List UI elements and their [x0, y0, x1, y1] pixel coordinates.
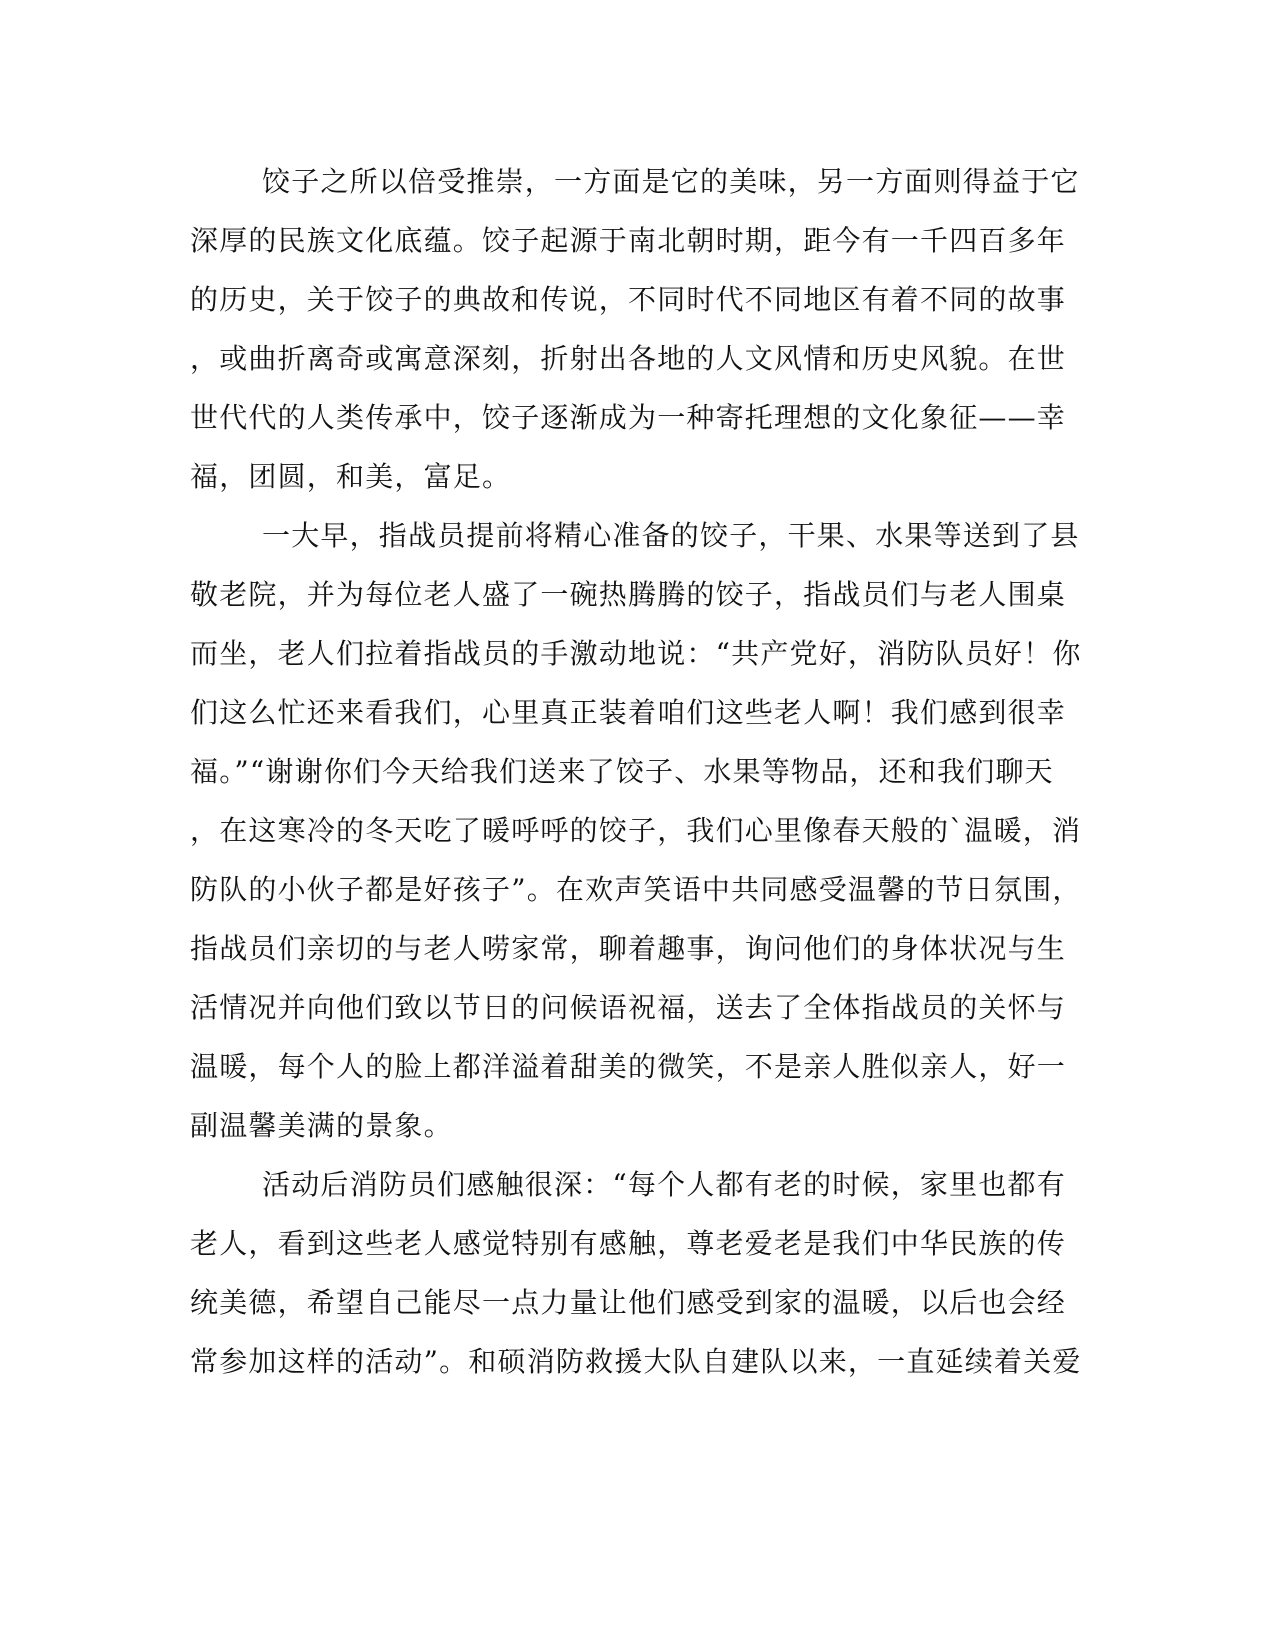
text-line: 指战员们亲切的与老人唠家常，聊着趣事，询问他们的身体状况与生: [190, 932, 1067, 965]
text-line: 世代代的人类传承中，饺子逐渐成为一种寄托理想的文化象征——幸: [190, 401, 1067, 434]
text-line: 福。”“谢谢你们今天给我们送来了饺子、水果等物品，还和我们聊天: [190, 755, 1054, 788]
text-line: 饺子之所以倍受推崇，一方面是它的美味，另一方面则得益于它: [262, 165, 1080, 198]
text-line: 的历史，关于饺子的典故和传说，不同时代不同地区有着不同的故事: [190, 283, 1067, 316]
text-line: ，或曲折离奇或寓意深刻，折射出各地的人文风情和历史风貌。在世: [190, 342, 1067, 375]
text-line: 活情况并向他们致以节日的问候语祝福，送去了全体指战员的关怀与: [190, 991, 1067, 1024]
text-line: 深厚的民族文化底蕴。饺子起源于南北朝时期，距今有一千四百多年: [190, 224, 1067, 257]
text-line: 福，团圆，和美，富足。: [190, 460, 512, 493]
text-line: 常参加这样的活动”。和硕消防救援大队自建队以来，一直延续着关爱: [190, 1345, 1082, 1378]
text-line: 一大早，指战员提前将精心准备的饺子，干果、水果等送到了县: [262, 519, 1080, 552]
text-line: 活动后消防员们感触很深：“每个人都有老的时候，家里也都有: [262, 1168, 1066, 1201]
text-line: 老人，看到这些老人感觉特别有感触，尊老爱老是我们中华民族的传: [190, 1227, 1067, 1260]
text-line: ，在这寒冷的冬天吃了暖呼呼的饺子，我们心里像春天般的`温暖，消: [190, 814, 1082, 847]
text-line: 敬老院，并为每位老人盛了一碗热腾腾的饺子，指战员们与老人围桌: [190, 578, 1067, 611]
text-line: 防队的小伙子都是好孩子”。在欢声笑语中共同感受温馨的节日氛围，: [190, 873, 1082, 906]
text-line: 们这么忙还来看我们，心里真正装着咱们这些老人啊！我们感到很幸: [190, 696, 1067, 729]
text-line: 温暖，每个人的脸上都洋溢着甜美的微笑，不是亲人胜似亲人，好一: [190, 1050, 1067, 1083]
text-line: 统美德，希望自己能尽一点力量让他们感受到家的温暖，以后也会经: [190, 1286, 1067, 1319]
text-line: 而坐，老人们拉着指战员的手激动地说：“共产党好，消防队员好！你: [190, 637, 1082, 670]
text-line: 副温馨美满的景象。: [190, 1109, 453, 1142]
